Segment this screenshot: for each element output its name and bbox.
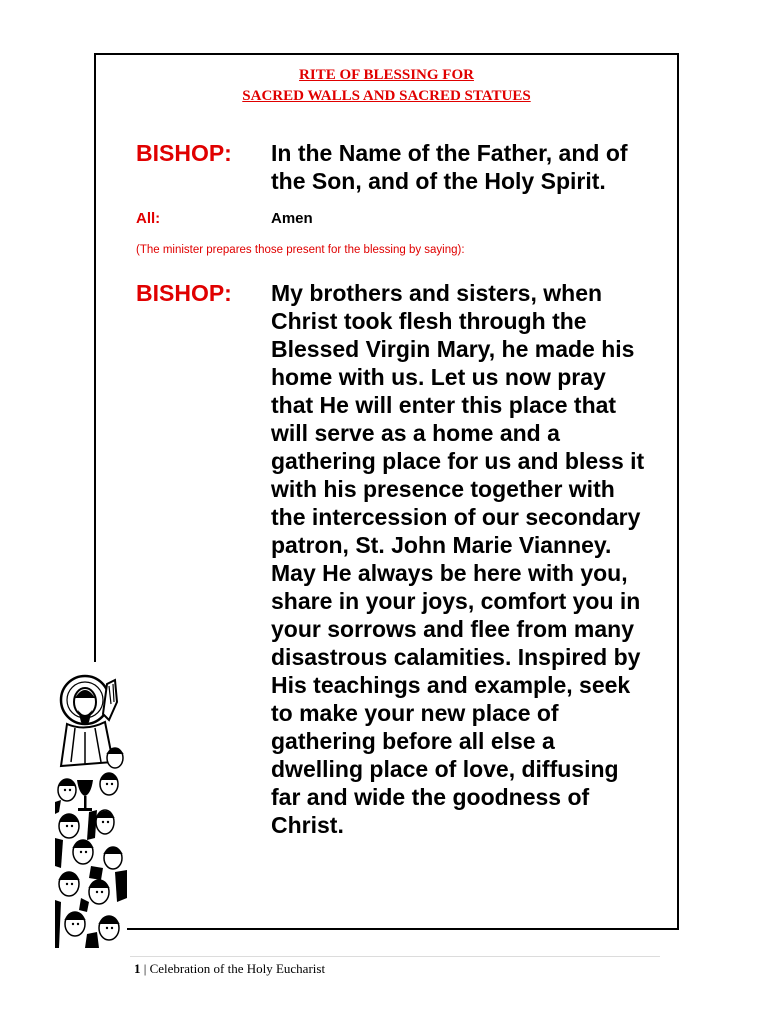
speech-bishop-1 xyxy=(271,139,628,195)
speech-line: gathering before all else a xyxy=(271,728,555,754)
page-number: 1 xyxy=(134,961,141,976)
speech-line: Christ. xyxy=(271,812,344,838)
title-line-2: SACRED WALLS AND SACRED STATUES xyxy=(242,88,531,104)
page-frame xyxy=(94,53,679,930)
response-amen: Amen xyxy=(271,210,313,227)
speech-line: far and wide the goodness of xyxy=(271,784,590,810)
speech-line: patron, St. John Marie Vianney. xyxy=(271,532,612,558)
speech-line: dwelling place of love, diffusing xyxy=(271,756,619,782)
speech-bishop-2 xyxy=(271,279,644,839)
speech-line: Blessed Virgin Mary, he made his xyxy=(271,336,635,362)
footer-divider xyxy=(130,956,660,957)
footer-separator: | xyxy=(140,961,150,976)
speech-line: the intercession of our secondary xyxy=(271,504,641,530)
speech-line: home with us. Let us now pray xyxy=(271,364,606,390)
speech-line: May He always be here with you, xyxy=(271,560,628,586)
christ-with-apostles-illustration-icon xyxy=(55,662,127,948)
speech-line: with his presence together with xyxy=(271,476,615,502)
speaker-all: All: xyxy=(136,210,161,227)
speech-line: gathering place for us and bless it xyxy=(271,448,645,474)
page-footer xyxy=(134,961,325,977)
title-line-1: RITE OF BLESSING FOR xyxy=(299,67,474,83)
speech-line: In the Name of the Father, and of xyxy=(271,140,628,166)
speech-line: disastrous calamities. Inspired by xyxy=(271,644,641,670)
speech-line: the Son, and of the Holy Spirit. xyxy=(271,168,606,194)
speech-line: to make your new place of xyxy=(271,700,559,726)
speech-line: that He will enter this place that xyxy=(271,392,617,418)
speech-line: will serve as a home and a xyxy=(271,420,560,446)
speaker-bishop-2: BISHOP: xyxy=(136,280,232,306)
speech-line: share in your joys, comfort you in xyxy=(271,588,641,614)
speech-line: His teachings and example, seek xyxy=(271,672,631,698)
speech-line: your sorrows and flee from many xyxy=(271,616,634,642)
rubric-note: (The minister prepares those present for the blessing by saying): xyxy=(136,244,465,256)
speaker-bishop-1: BISHOP: xyxy=(136,140,232,166)
speech-line: Christ took flesh through the xyxy=(271,308,587,334)
speech-line: My brothers and sisters, when xyxy=(271,280,603,306)
footer-title: Celebration of the Holy Eucharist xyxy=(149,961,326,976)
